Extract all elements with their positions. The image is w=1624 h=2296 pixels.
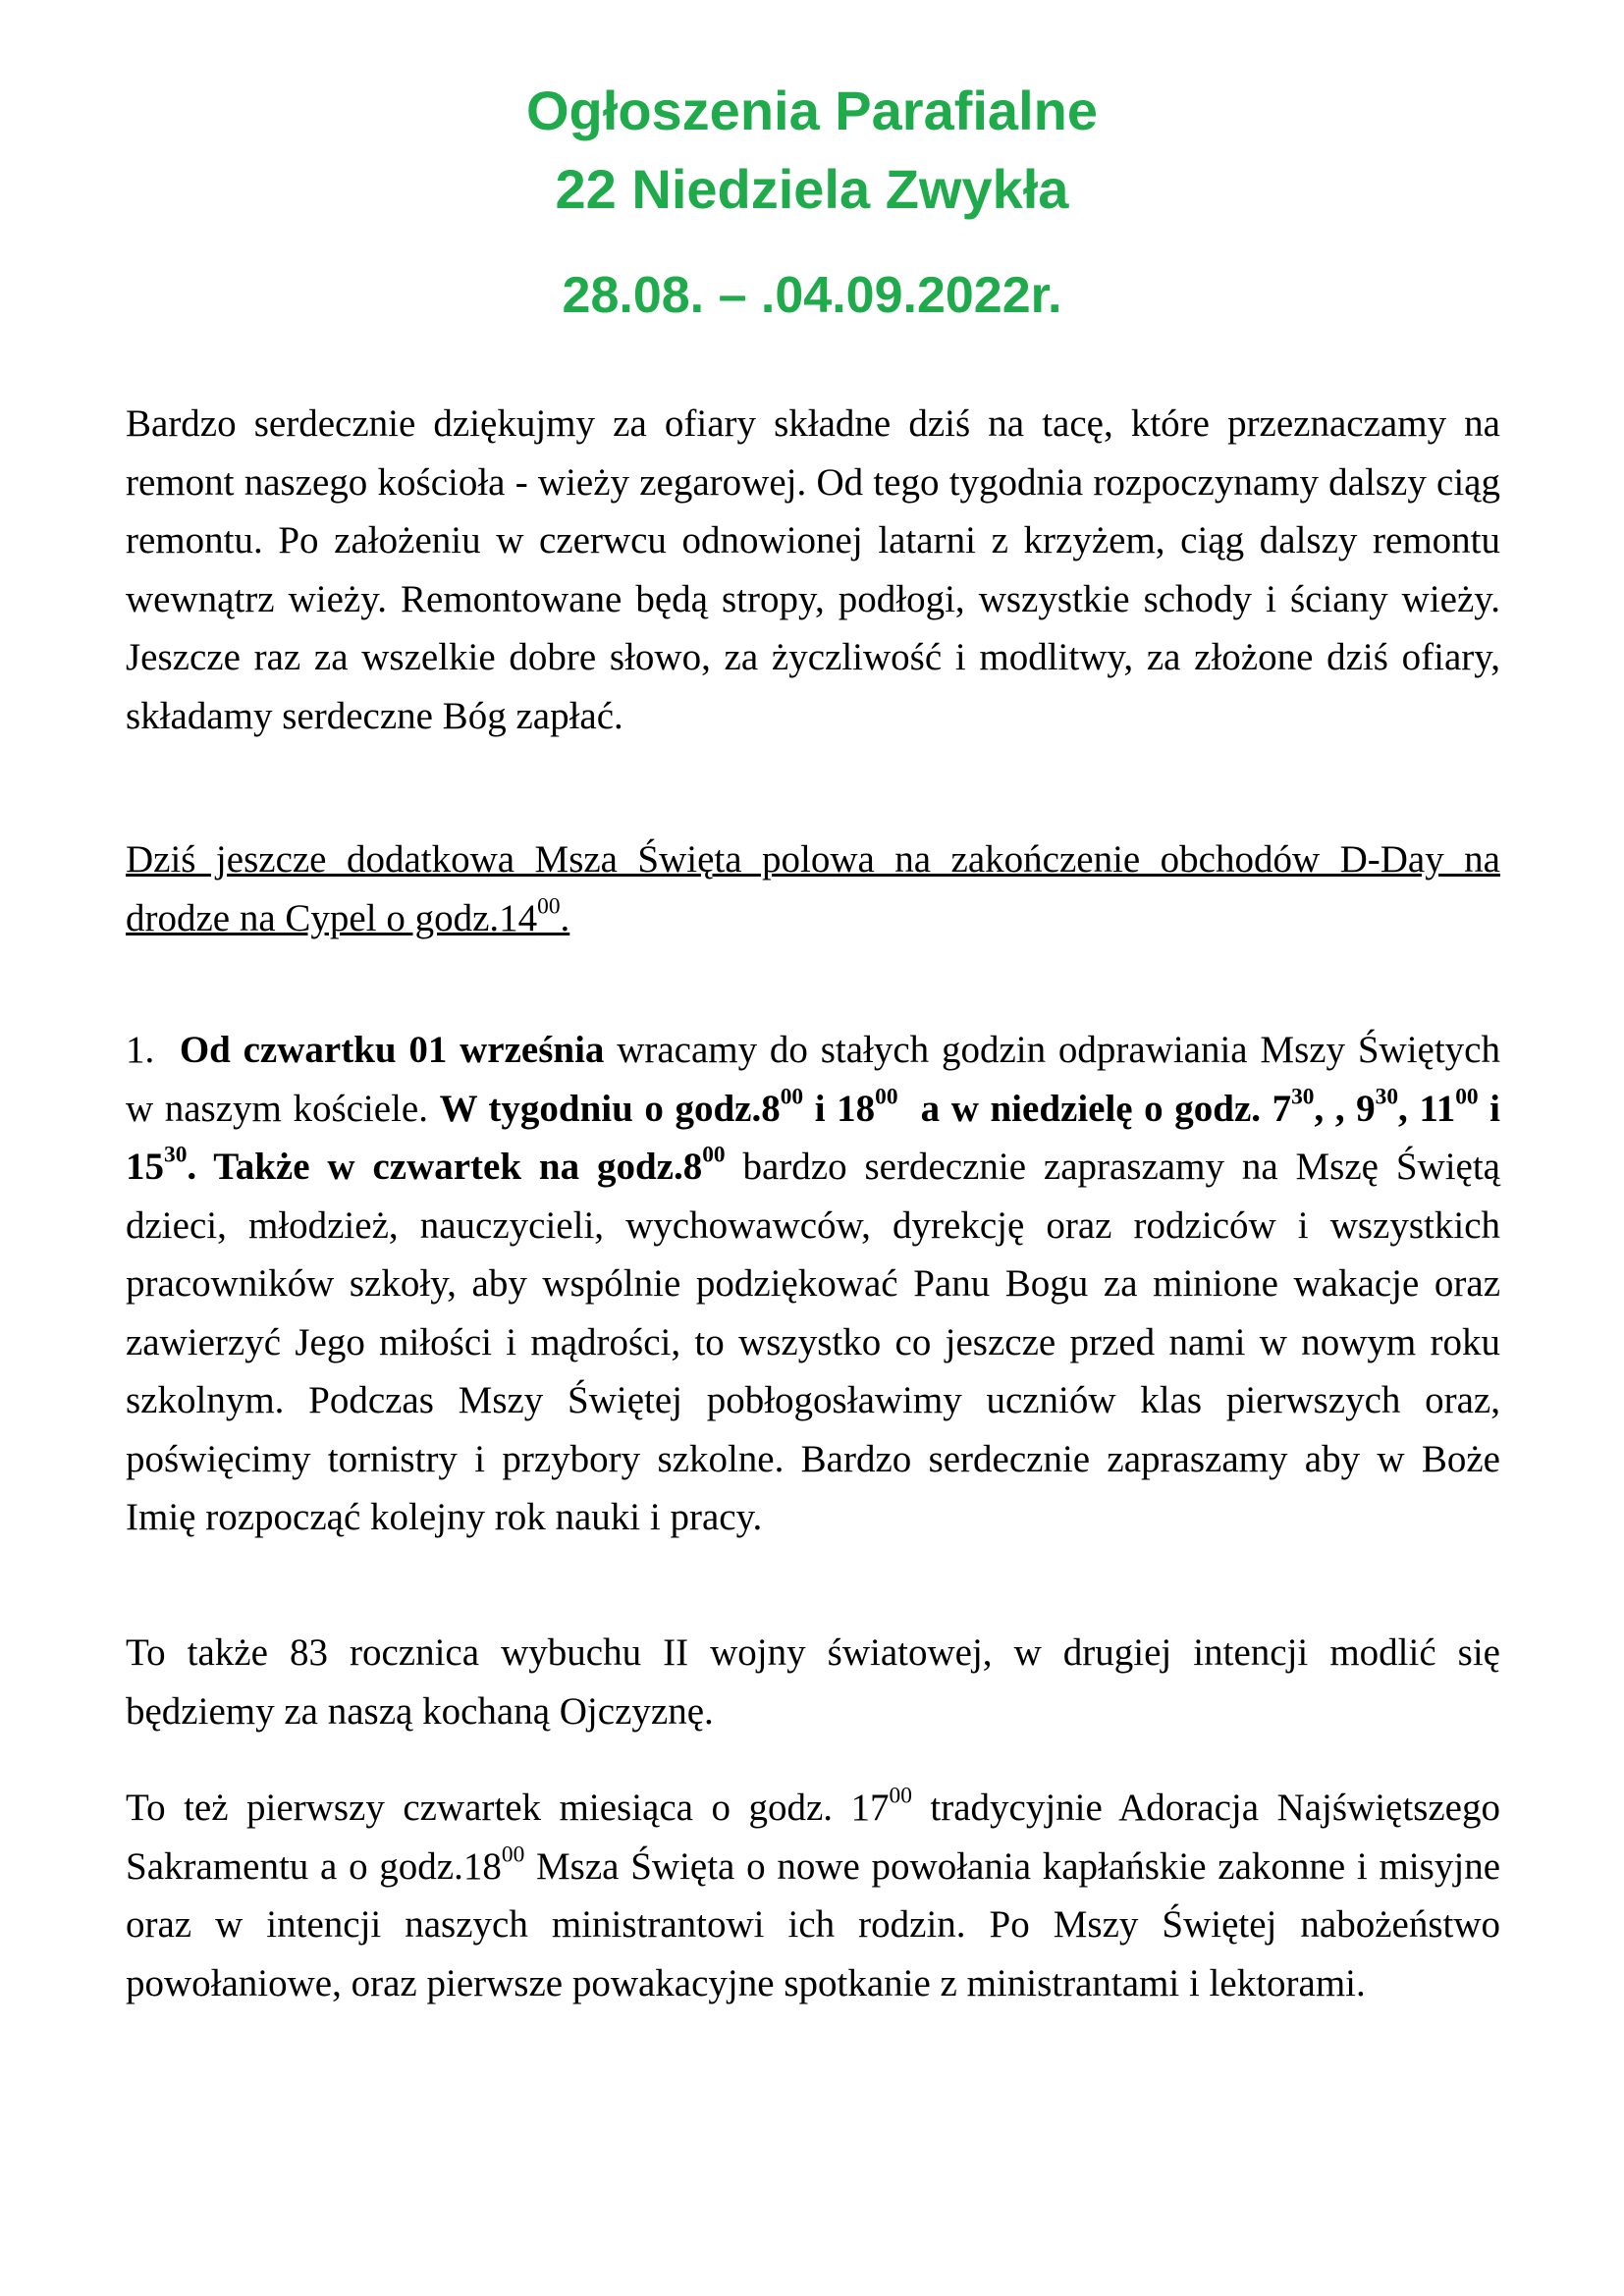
time-sup: 00 [1455, 1083, 1479, 1109]
date-range: 28.08. – .04.09.2022r. [562, 267, 1062, 324]
time-sup: 30 [164, 1142, 188, 1168]
announcement-1-paragraph: 1. Od czwartku 01 września wracamy do stałych godzin odprawiania Mszy Świętych w naszym kościele. W tygodniu o $godz.8^{00}$ i $18^{00}$ a w niedzielę o godz. $7^{30}$, , $9^{30}$, $11^{00}$ i $15^{30}$. Także w czwartek na $godz.8^{00}$ bardzo serdecznie zapraszamy na Mszę Świętą dzieci, młodzież, nauczycieli, wychowawców, dyrekcję oraz rodziców i wszystkich pracowników szkoły, aby wspólnie podziękować Panu Bogu za minione wakacje oraz zawierzyć Jego miłości i mądrości, to wszystko co jeszcze przed nami w nowym roku szkolnym. Podczas Mszy Świętej pobłogosławimy uczniów klas pierwszych oraz, poświęcimy tornistry i przybory szkolne. Bardzo serdecznie zapraszamy aby w Boże Imię rozpocząć kolejny rok nauki i pracy. [126, 1029, 1501, 1538]
time-sup: 00 [875, 1083, 898, 1109]
weekday-hours: W tygodniu o $godz.8^{00}$ i $18^{00}$ a w niedzielę o godz. $7^{30}$, , $9^{30}$, $11^{00}$ i $15^{30}$. Także w czwartek na $godz.8^{00}$ [126, 1083, 1501, 1188]
announcement-lead: Od czwartku 01 września [179, 1029, 605, 1071]
time-sup: 00 [889, 1783, 912, 1809]
time-sup: 00 [780, 1083, 804, 1109]
first-thursday-paragraph [126, 1779, 1500, 2012]
field-mass-text: Dziś jeszcze dodatkowa Msza Święta polowa na zakończenie obchodów D-Day na drodze na Cypel o godz.14 [126, 838, 1500, 939]
time-sup: 30 [1375, 1083, 1399, 1109]
announcement-text-a: wracamy do stałych godzin odprawiania Mszy Świętych w naszym kościele. [126, 1029, 1500, 1130]
intro-paragraph: Bardzo serdecznie dziękujmy za ofiary składne dziś na tacę, które przeznaczamy na remont naszego kościoła - wieży zegarowej. Od tego tygodnia rozpoczynamy dalszy ciąg remontu. Po założeniu w czerwcu odnowionej latarni z krzyżem, ciąg dalszy remontu wewnątrz wieży. Remontowane będą stropy, podłogi, wszystkie schody i ściany wieży. Jeszcze raz za wszelkie dobre słowo, za życzliwość i modlitwy, za złożone dziś ofiary, składamy serdeczne Bóg zapłać. [126, 402, 1500, 737]
first-thursday-text-a: To też pierwszy czwartek miesiąca o godz. 17 [126, 1787, 890, 1829]
time-sup: 00 [501, 1841, 525, 1867]
first-thursday-text-b: tradycyjnie Adoracja Najświętszego Sakramentu a o godz.18 [126, 1787, 1500, 1888]
page-title: Ogłoszenia Parafialne [526, 80, 1098, 141]
eleven: , 11 [1398, 1087, 1456, 1130]
thursday-label: . Także w czwartek na godz.8 [187, 1146, 703, 1188]
announcement-number: 1 [126, 1029, 145, 1071]
war-anniversary-paragraph: To także 83 rocznica wybuchu II wojny światowej, w drugiej intencji modlić się będziemy za naszą kochaną Ojczyznę. [126, 1631, 1500, 1733]
page-subtitle: 22 Niedziela Zwykła [555, 158, 1069, 220]
time-sup: 00 [702, 1142, 726, 1168]
field-mass-paragraph [126, 830, 1500, 947]
fifteen: i 15 [126, 1087, 1501, 1188]
and-18: i 18 [803, 1087, 876, 1130]
field-mass-time-sup: 00 [537, 892, 561, 919]
first-thursday-text-c: Msza Święta o nowe powołania kapłańskie zakonne i misyjne oraz w intencji naszych ministrantowi ich rodzin. Po Mszy Świętej nabożeństwo powołaniowe, oraz pierwsze powakacyjne spotkanie z ministrantami i lektorami. [126, 1844, 1500, 2004]
time-sup: 30 [1291, 1083, 1315, 1109]
nine: , 9 [1334, 1087, 1376, 1130]
announcement-text-b: bardzo serdecznie zapraszamy na Mszę Świętą dzieci, młodzież, nauczycieli, wychowawców, dyrekcję oraz rodziców i wszystkich pracowników szkoły, aby wspólnie podziękować Panu Bogu za minione wakacje oraz zawierzyć Jego miłości i mądrości, to wszystko co jeszcze przed nami w nowym roku szkolnym. Podczas Mszy Świętej pobłogosławimy uczniów klas pierwszych oraz, poświęcimy tornistry i przybory szkolne. Bardzo serdecznie zapraszamy aby w Boże Imię rozpocząć kolejny rok nauki i pracy. [126, 1146, 1500, 1538]
field-mass-end: . [560, 896, 570, 939]
sunday-label: a w niedzielę o godz. 7 [909, 1087, 1292, 1130]
weekday-label: W tygodniu o godz.8 [439, 1087, 781, 1130]
